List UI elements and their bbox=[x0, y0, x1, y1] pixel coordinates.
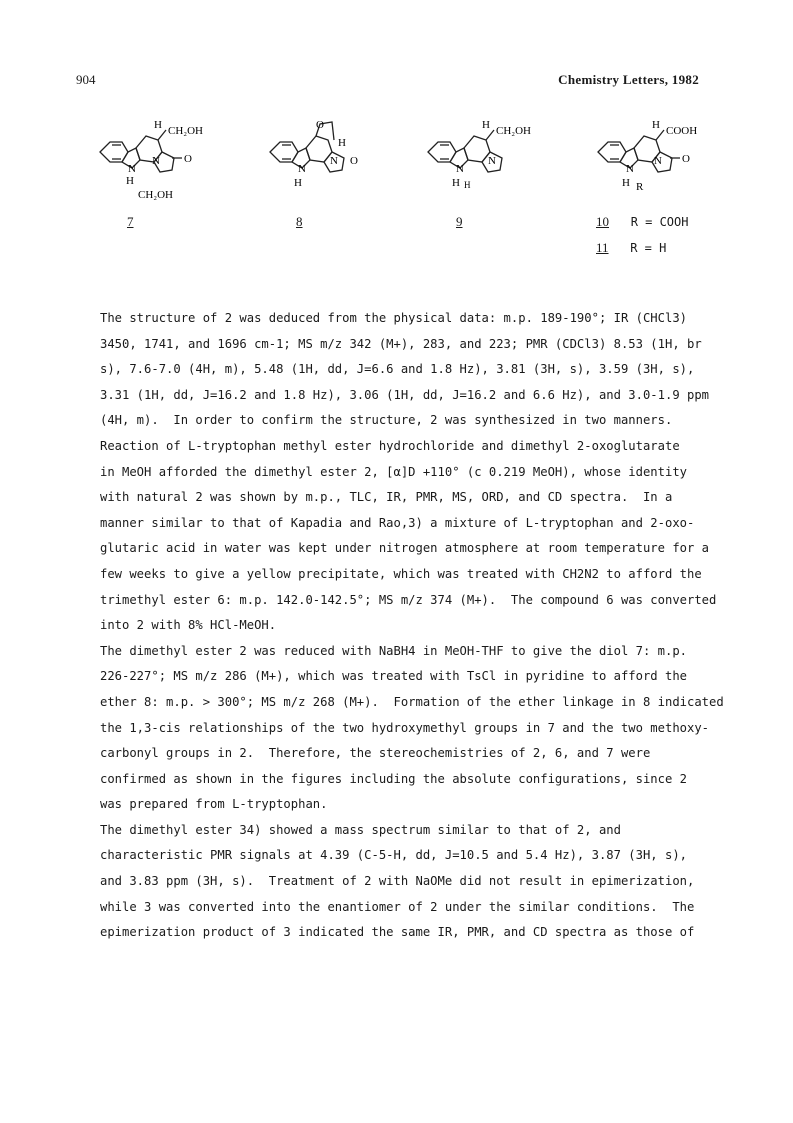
svg-text:N: N bbox=[456, 163, 464, 175]
svg-text:N: N bbox=[128, 163, 136, 175]
s9-nh: H bbox=[452, 177, 460, 189]
svg-text:O: O bbox=[682, 153, 690, 165]
structure-7 bbox=[90, 112, 220, 202]
compound-label-10: 10 R = COOH bbox=[596, 214, 689, 229]
page-number: 904 bbox=[76, 72, 96, 87]
paragraph-reaction: Reaction of L-tryptophan methyl ester hydrochloride and dimethyl 2-oxoglutarate in MeOH afforded the dimethyl ester 2, [α]D +110° (c 0.219 MeOH), whose identity with natural 2 was shown by m.p., TLC, IR, PMR, MS, ORD, and CD spectra. In a manner similar to that of Kapadia and Rao,3) a mixture of L-tryptophan and 2-oxo- glutaric acid in water was kept under nitrogen atmosphere at room temperature for a few weeks to give a yellow precipitate, which was treated with CH2N2 to afford the trimethyl ester 6: m.p. 142.0-142.5°; MS m/z 374 (M+). The compound 6 was converted into 2 with 8% HCl-MeOH. bbox=[100, 438, 717, 633]
s8-o: O bbox=[316, 119, 324, 131]
svg-text:N: N bbox=[654, 155, 662, 167]
paragraph-reduction: The dimethyl ester 2 was reduced with NaBH4 in MeOH-THF to give the diol 7: m.p. 226-227°; MS m/z 286 (M+), which was treated with TsCl in pyridine to afford the ether 8: m.p. > 300°; MS m/z 268 (M+). Formation of the ether linkage in 8 indicated the 1,3-cis relationships of the two hydroxymethyl groups in 7 and the two methoxy- carbonyl groups in 2. Therefore, the stereochemistries of 2, 6, and 7 were confirmed as shown in the figures including the absolute configurations, since 2 was prepared from L-tryptophan. bbox=[100, 643, 724, 812]
svg-text:N: N bbox=[298, 163, 306, 175]
compound-label-11: 11 R = H bbox=[596, 240, 667, 255]
s9-h: H bbox=[482, 119, 490, 131]
s8-h: H bbox=[338, 137, 346, 149]
svg-text:N: N bbox=[488, 155, 496, 167]
s8-nh: H bbox=[294, 177, 302, 189]
body-text bbox=[76, 306, 726, 946]
s10-nh: H bbox=[622, 177, 630, 189]
compound-label-8: 8 bbox=[296, 214, 303, 229]
structure-8 bbox=[262, 112, 382, 202]
structure-9 bbox=[420, 112, 550, 202]
s7-ch2oh: CH₂OH bbox=[168, 125, 204, 137]
compound-label-7: 7 bbox=[127, 214, 134, 229]
svg-text:N: N bbox=[152, 155, 160, 167]
paragraph-structure: The structure of 2 was deduced from the physical data: m.p. 189-190°; IR (CHCl3) 3450, 1741, and 1696 cm-1; MS m/z 342 (M+), 283, and 223; PMR (CDCl3) 8.53 (1H, br s), 7.6-7.0 (4H, m), 5.48 (1H, dd, J=6.6 and 1.8 Hz), 3.81 (3H, s), 3.59 (3H, s), 3.31 (1H, dd, J=16.2 and 1.8 Hz), 3.06 (1H, dd, J=16.2 and 6.6 Hz), and 3.0-1.9 ppm (4H, m). In order to confirm the structure, 2 was synthesized in two manners. bbox=[100, 311, 710, 428]
s10-h: H bbox=[652, 119, 660, 131]
compound-label-9: 9 bbox=[456, 214, 463, 229]
s10-r: R bbox=[636, 181, 644, 193]
svg-text:N: N bbox=[626, 163, 634, 175]
s10-cooh: COOH bbox=[666, 125, 698, 137]
s7-h: H bbox=[154, 119, 162, 131]
svg-text:O: O bbox=[184, 153, 192, 165]
svg-text:N: N bbox=[330, 155, 338, 167]
s9-h2: H bbox=[464, 180, 471, 190]
structure-10-11 bbox=[590, 112, 720, 202]
journal-header: Chemistry Letters, 1982 bbox=[558, 72, 699, 87]
s9-ch2oh: CH₂OH bbox=[496, 125, 532, 137]
s7-nh: H bbox=[126, 175, 134, 187]
svg-text:O: O bbox=[350, 155, 358, 167]
paragraph-epimerization: The dimethyl ester 34) showed a mass spectrum similar to that of 2, and characteristic PMR signals at 4.39 (C-5-H, dd, J=10.5 and 5.4 Hz), 3.87 (3H, s), and 3.83 ppm (3H, s). Treatment of 2 with NaOMe did not result in epimerization, while 3 was converted into the enantiomer of 2 under the similar conditions. The epimerization product of 3 indicated the same IR, PMR, and CD spectra as those of bbox=[100, 822, 695, 940]
s7-ch2oh-bottom: CH₂OH bbox=[138, 189, 174, 201]
